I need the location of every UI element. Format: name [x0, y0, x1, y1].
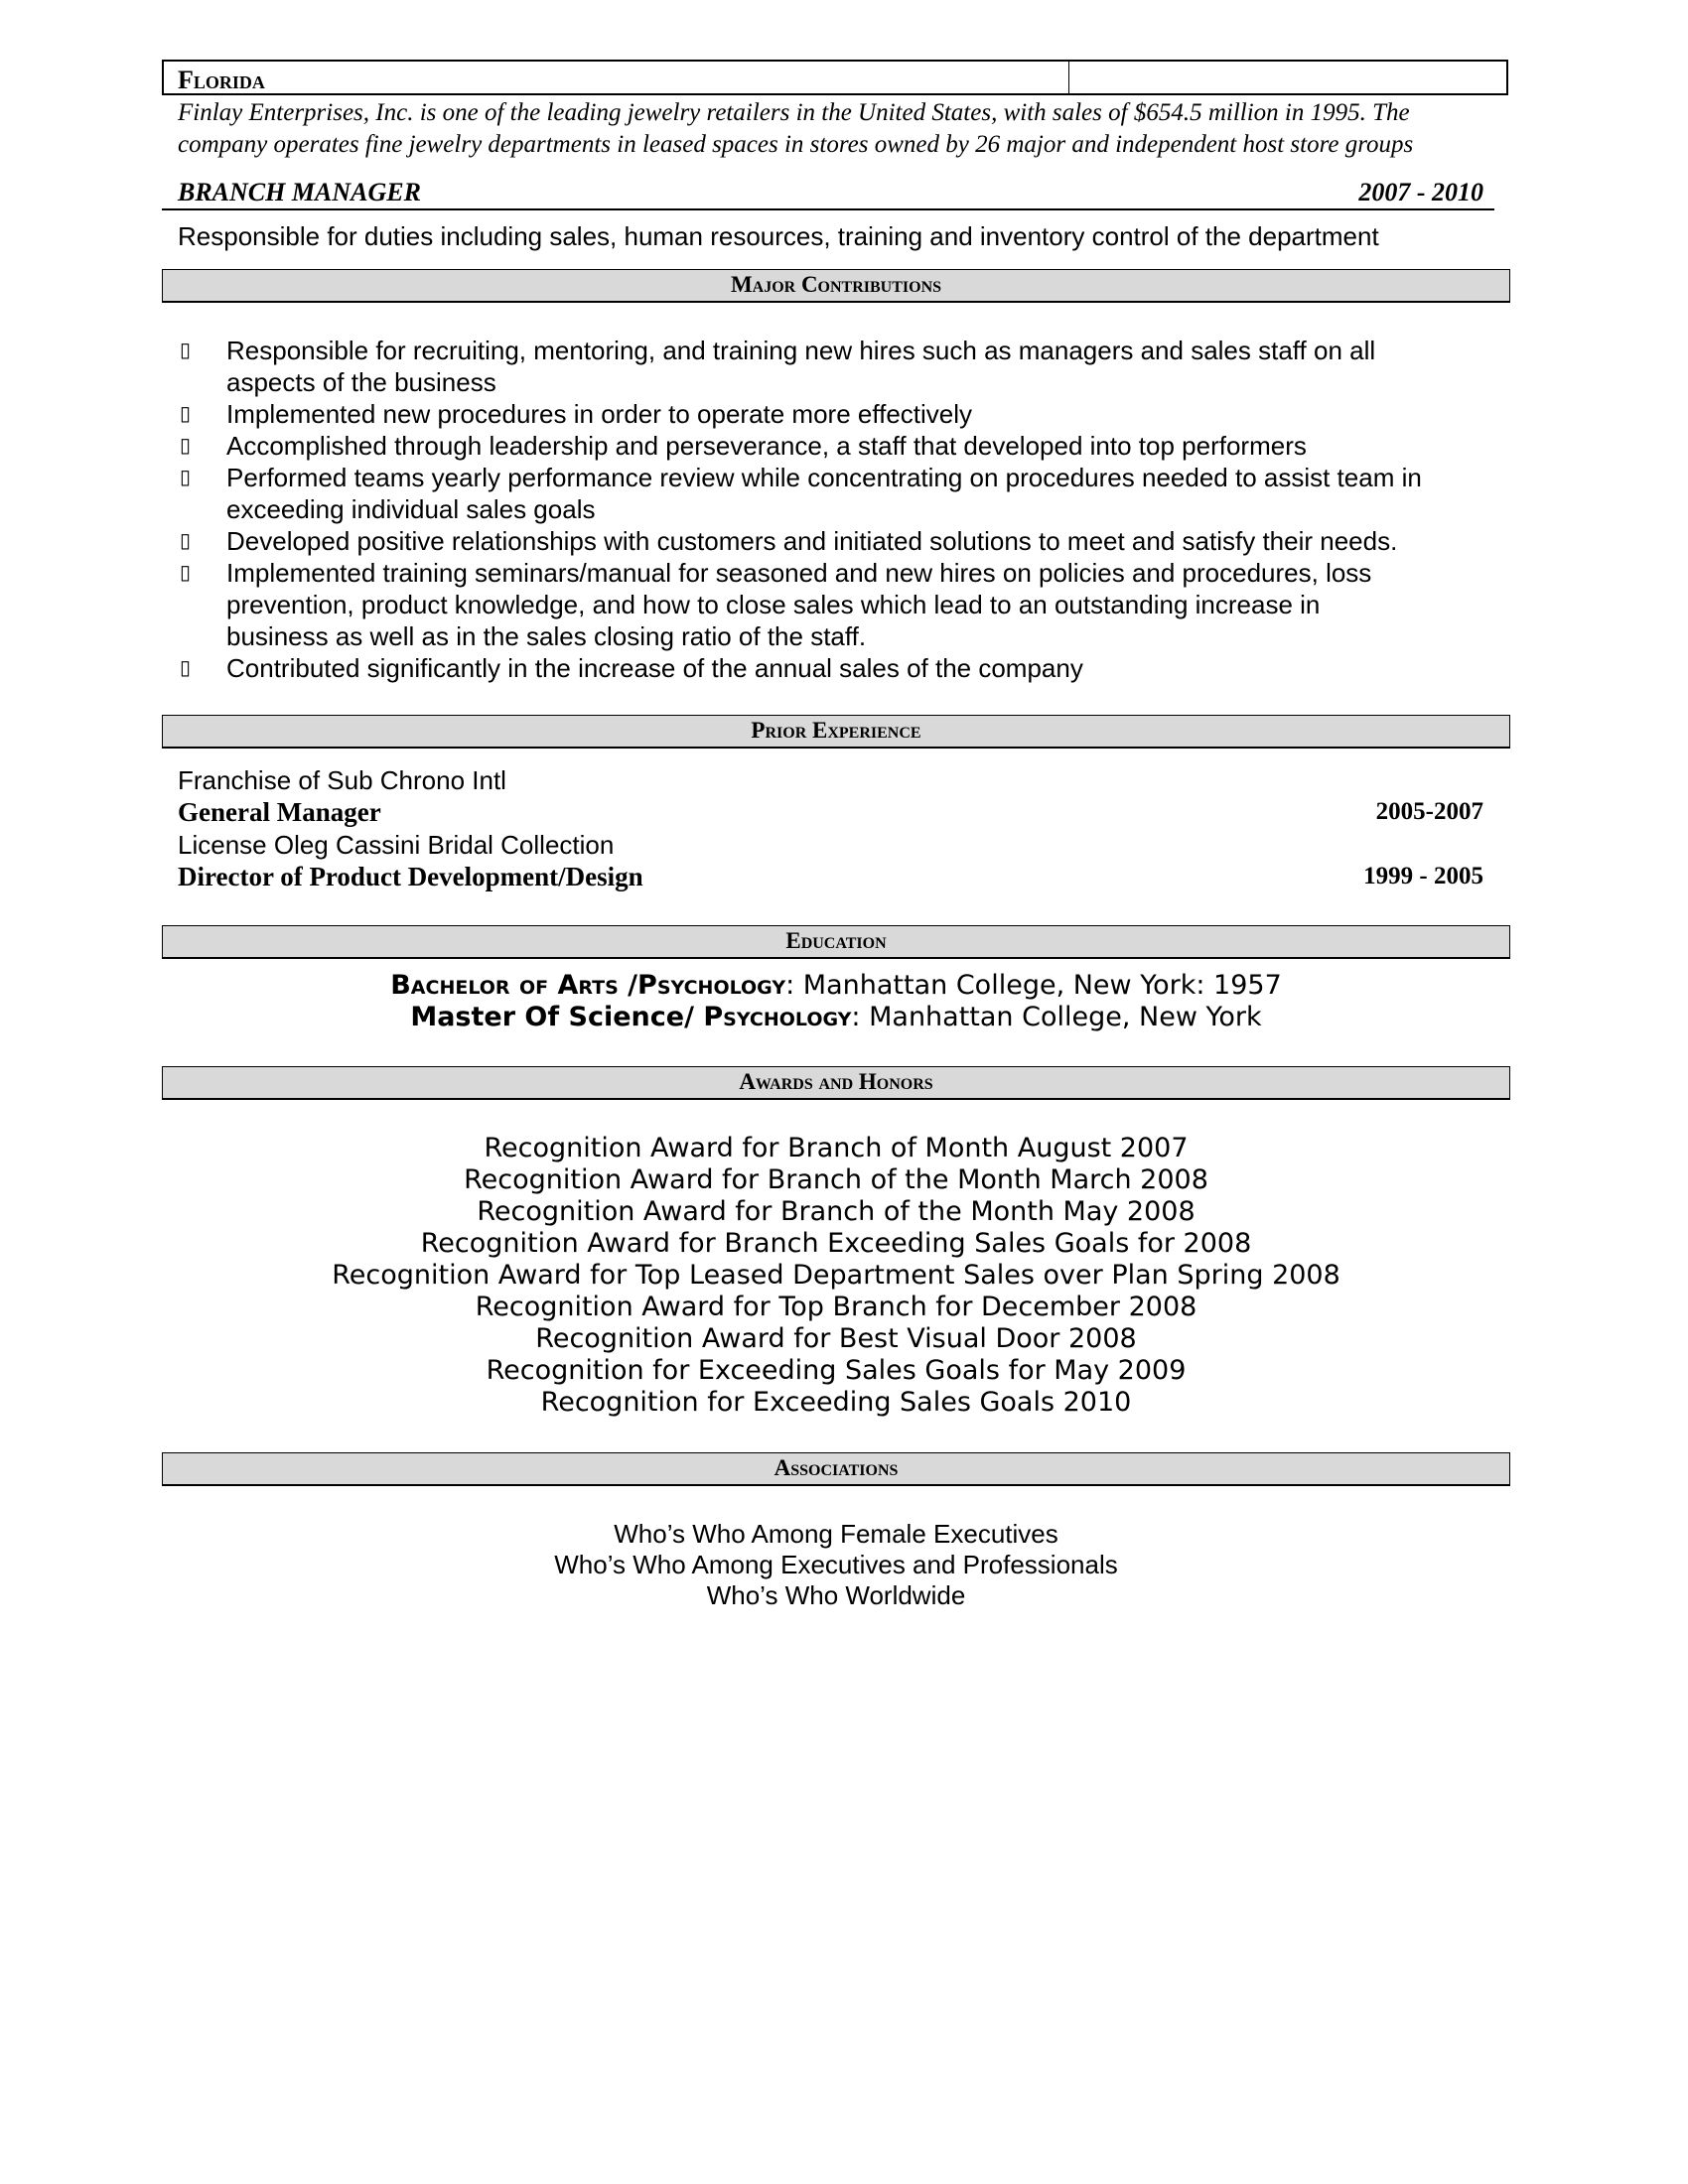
company-name: License Oleg Cassini Bridal Collection [178, 830, 615, 860]
award-item: Recognition Award for Branch of the Month March 2008 [464, 1164, 1208, 1195]
bullet-icon: ▯ [180, 467, 192, 488]
bullet-icon: ▯ [180, 340, 192, 361]
award-item: Recognition for Exceeding Sales Goals for May 2009 [486, 1355, 1187, 1386]
contribution-item [180, 525, 1510, 557]
description-line: Finlay Enterprises, Inc. is one of the leading jewelry retailers in the United States, with sales of $654.5 million in 1995. The [178, 99, 1410, 126]
association-item: Who’s Who Among Executives and Professionals [554, 1550, 1118, 1579]
position-dates: 2007 - 2010 [1358, 178, 1483, 206]
position-row [178, 177, 1483, 208]
bullet-icon: ▯ [180, 530, 192, 552]
prior-company [178, 829, 1483, 861]
bullet-icon: ▯ [180, 435, 192, 457]
contribution-line: Implemented training seminars/manual for seasoned and new hires on policies and procedures, loss [226, 558, 1372, 588]
contribution-item [180, 652, 1510, 684]
company-name: Franchise of Sub Chrono Intl [178, 765, 506, 795]
contribution-line: Performed teams yearly performance review while concentrating on procedures needed to assist team in [226, 463, 1422, 492]
award-item: Recognition Award for Top Leased Department Sales over Plan Spring 2008 [332, 1260, 1340, 1291]
awards-list [162, 1133, 1510, 1419]
bullet-icon: ▯ [180, 562, 192, 584]
contribution-text [226, 652, 1083, 684]
contribution-item [180, 430, 1510, 462]
contribution-line: Implemented new procedures in order to operate more effectively [226, 399, 973, 429]
section-header-major-contributions: Major Contributions [162, 269, 1510, 303]
contribution-line: Contributed significantly in the increase of the annual sales of the company [226, 653, 1083, 683]
contribution-text [226, 430, 1307, 462]
section-header-education: Education [162, 925, 1510, 959]
company-description [178, 97, 1508, 161]
award-item: Recognition for Exceeding Sales Goals 2010 [540, 1387, 1132, 1418]
state-label: Florida [178, 66, 265, 94]
award-item: Recognition Award for Branch of the Month May 2008 [477, 1196, 1196, 1227]
contribution-line: exceeding individual sales goals [226, 494, 596, 524]
description-line: company operates fine jewelry departments in leased spaces in stores owned by 26 major and independent host store groups [178, 131, 1414, 158]
degree-name: Bachelor of Arts /Psychology [390, 970, 786, 1001]
section-header-associations: Associations [162, 1452, 1510, 1486]
contribution-text [226, 335, 1375, 398]
contribution-line: Developed positive relationships with customers and initiated solutions to meet and satisfy their needs. [226, 526, 1398, 556]
contribution-line: business as well as in the sales closing ratio of the staff. [226, 621, 867, 651]
degree-name: Master Of Science/ [410, 1002, 704, 1032]
award-item: Recognition Award for Top Branch for December 2008 [475, 1292, 1197, 1322]
location-header-box [162, 60, 1508, 95]
associations-list [162, 1519, 1510, 1611]
position-title: BRANCH MANAGER [178, 178, 421, 206]
award-item: Recognition Award for Branch of Month August 2007 [484, 1133, 1189, 1163]
degree-subject: Psychology [703, 1002, 852, 1032]
contribution-line: Accomplished through leadership and perseverance, a staff that developed into top performers [226, 431, 1307, 461]
degree-detail: : Manhattan College, New York [851, 1002, 1262, 1032]
association-item: Who’s Who Worldwide [706, 1580, 966, 1610]
contribution-line: Responsible for recruiting, mentoring, and training new hires such as managers and sales staff on all [226, 336, 1376, 365]
degree-detail: : Manhattan College, New York: 1957 [785, 970, 1282, 1001]
contribution-item [180, 335, 1510, 398]
contribution-text [226, 525, 1397, 557]
contribution-text [226, 398, 972, 430]
prior-role-row [178, 861, 1483, 892]
contribution-item [180, 462, 1510, 525]
award-item: Recognition Award for Branch Exceeding Sales Goals for 2008 [420, 1228, 1252, 1259]
role-title: General Manager [178, 797, 381, 827]
award-item: Recognition Award for Best Visual Door 2008 [535, 1323, 1137, 1354]
prior-role-row [178, 796, 1483, 828]
role-dates: 2005-2007 [1375, 798, 1483, 825]
education-degree [162, 1002, 1510, 1033]
contribution-item [180, 398, 1510, 430]
role-dates: 1999 - 2005 [1363, 863, 1483, 889]
contribution-item [180, 557, 1510, 652]
contributions-list [0, 335, 1422, 684]
bullet-icon: ▯ [180, 403, 192, 425]
contribution-line: aspects of the business [226, 367, 496, 397]
section-header-awards: Awards and Honors [162, 1066, 1510, 1100]
education-degree [162, 970, 1510, 1002]
contribution-text [226, 462, 1422, 525]
association-item: Who’s Who Among Female Executives [614, 1519, 1058, 1549]
prior-company [178, 764, 1483, 796]
position-underline [162, 208, 1494, 210]
contribution-line: prevention, product knowledge, and how to close sales which lead to an outstanding increase in [226, 590, 1321, 619]
bullet-icon: ▯ [180, 657, 192, 679]
contribution-text [226, 557, 1371, 652]
box-divider [1068, 62, 1069, 93]
position-summary: Responsible for duties including sales, human resources, training and inventory control of the department [178, 221, 1379, 251]
role-title: Director of Product Development/Design [178, 862, 643, 891]
section-header-prior-experience: Prior Experience [162, 715, 1510, 749]
